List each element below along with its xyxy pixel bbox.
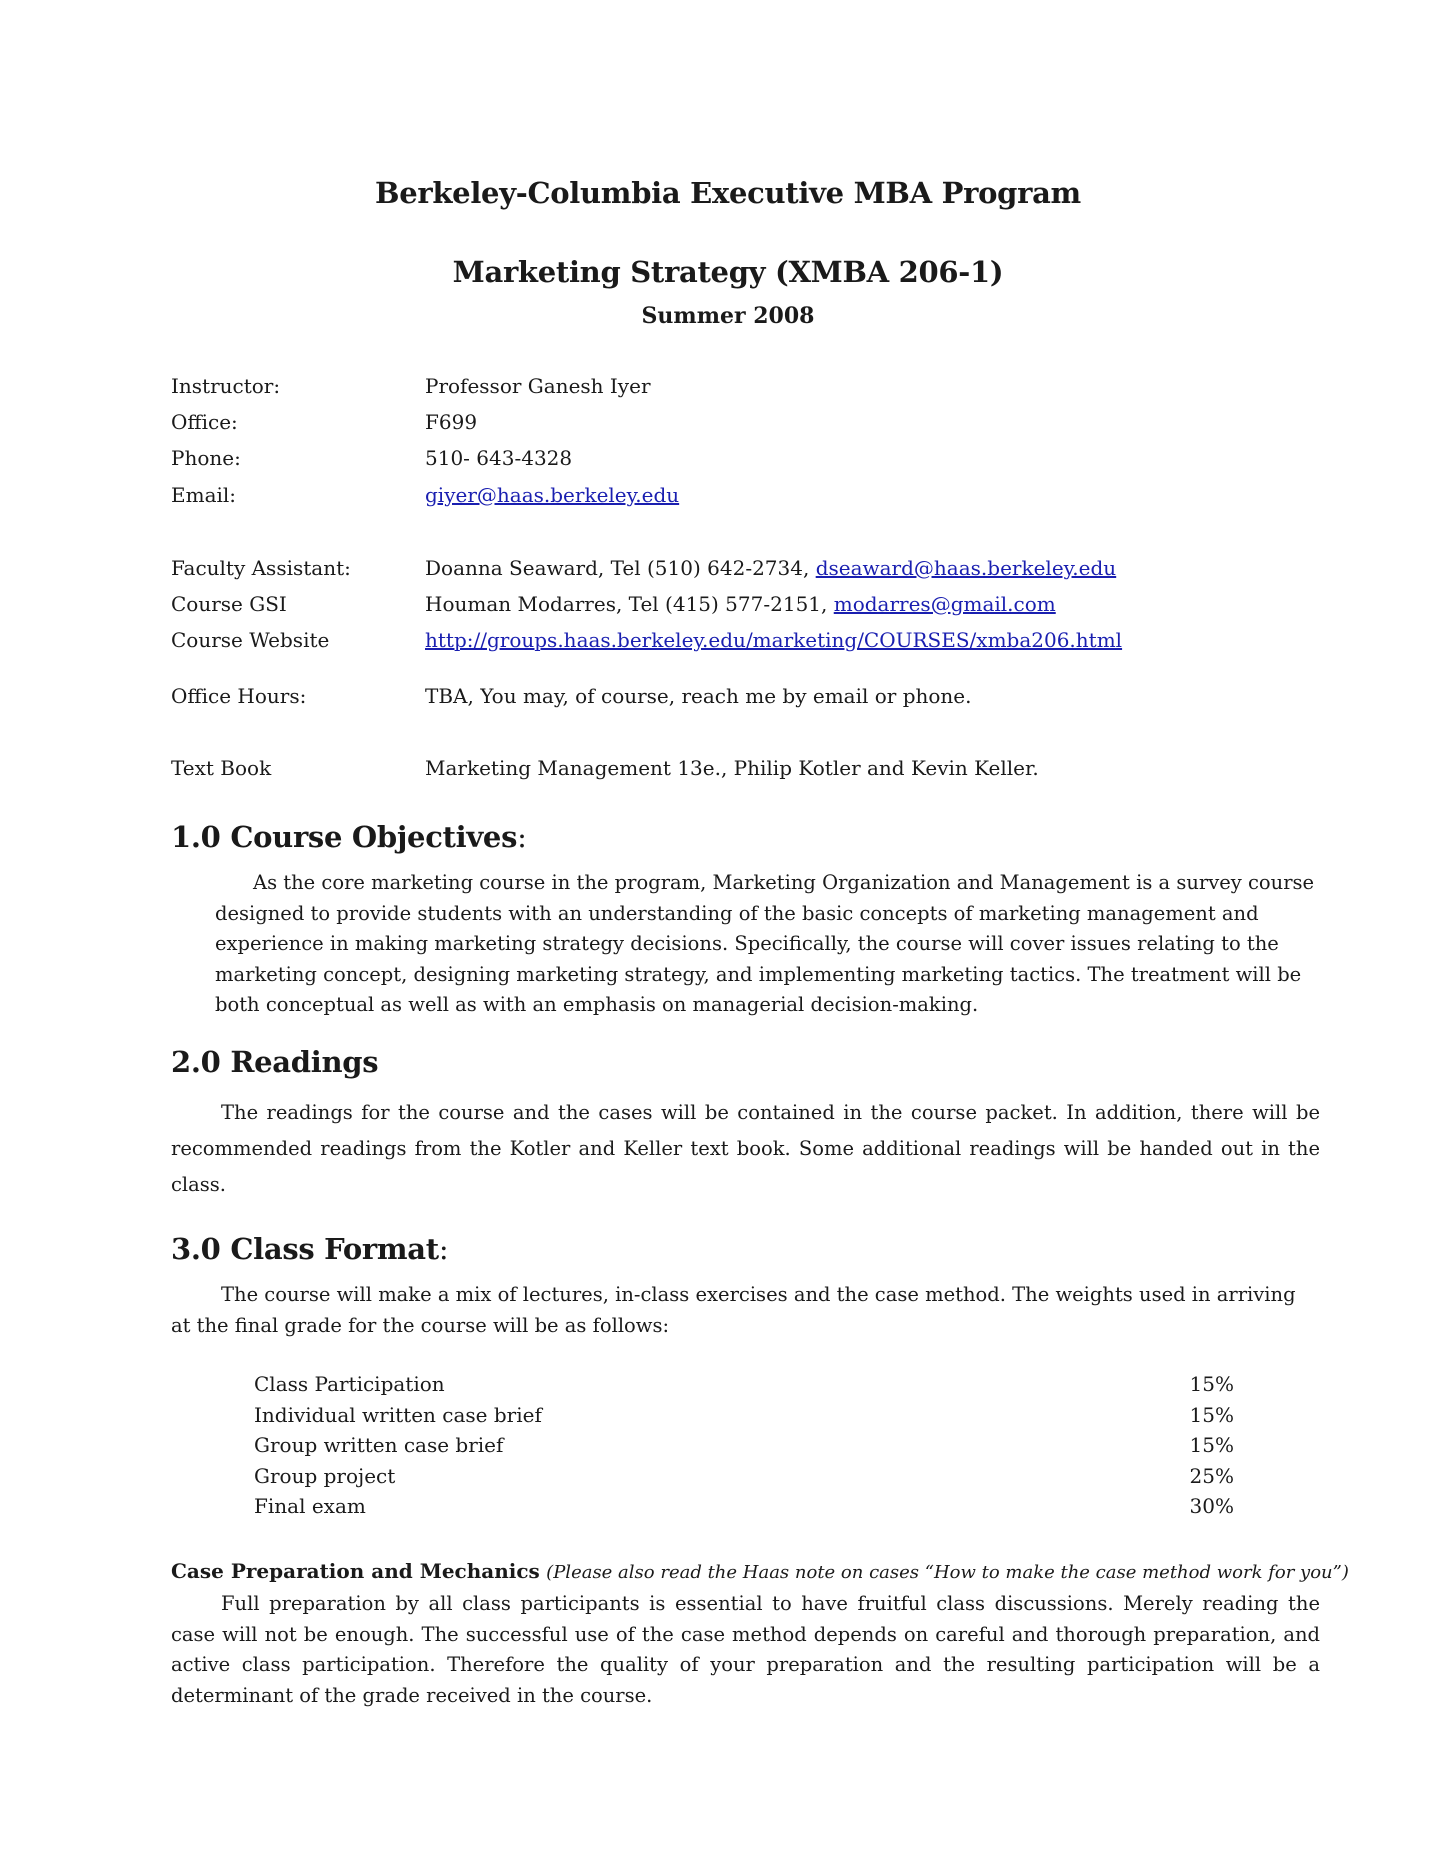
phone-label: Phone: <box>171 446 241 470</box>
case-prep-paragraph <box>171 1589 1320 1711</box>
class-format-body: The course will make a mix of lectures, in-class exercises and the case method. The weights used in arriving at the final grade for the course will be as follows: <box>171 1283 1296 1337</box>
class-format-heading-colon: : <box>438 1232 449 1266</box>
instructor-email-link[interactable]: giyer@haas.berkeley.edu <box>425 483 680 507</box>
office-value: F699 <box>425 410 478 434</box>
gsi-email-link[interactable]: modarres@gmail.com <box>833 592 1056 616</box>
term-title: Summer 2008 <box>641 303 815 329</box>
objectives-paragraph <box>215 868 1320 1021</box>
faculty-assistant-text: Doanna Seaward, Tel (510) 642-2734, <box>425 556 816 580</box>
weight-name: Final exam <box>254 1494 366 1518</box>
instructor-label: Instructor: <box>171 374 281 398</box>
office-hours-value: TBA, You may, of course, reach me by email or phone. <box>425 684 972 708</box>
textbook-label: Text Book <box>171 756 272 780</box>
program-title: Berkeley-Columbia Executive MBA Program <box>375 176 1081 210</box>
office-label: Office: <box>171 410 238 434</box>
class-format-heading-text: 3.0 Class Format <box>171 1232 439 1266</box>
readings-heading: 2.0 Readings <box>171 1045 379 1079</box>
weight-value: 15% <box>1189 1433 1234 1457</box>
case-prep-note: (Please also read the Haas note on cases “How to make the case method work for you”) <box>546 1562 1349 1583</box>
objectives-heading-text: 1.0 Course Objectives <box>171 820 518 854</box>
weight-value: 15% <box>1189 1372 1234 1396</box>
weight-name: Class Participation <box>254 1372 445 1396</box>
readings-paragraph <box>171 1095 1320 1203</box>
weight-value: 30% <box>1189 1494 1234 1518</box>
weight-value: 15% <box>1189 1402 1234 1427</box>
objectives-heading-colon: : <box>517 820 527 854</box>
case-prep-body: Full preparation by all class participants is essential to have fruitful class discussions. Merely reading the case will not be enough. The successful use of the case method depends on careful and thorough preparation, and active class participation. Therefore the quality of your preparation and the resulting participation will be a determinant of the grade received in the course. <box>171 1592 1320 1707</box>
case-prep-heading <box>171 1559 1349 1583</box>
course-website-link[interactable]: http://groups.haas.berkeley.edu/marketing/COURSES/xmba206.html <box>425 628 1123 652</box>
case-prep-title: Case Preparation and Mechanics <box>171 1559 540 1583</box>
faculty-assistant-email-link[interactable]: dseaward@haas.berkeley.edu <box>815 556 1117 580</box>
objectives-heading <box>171 820 527 854</box>
readings-body: The readings for the course and the cases will be contained in the course packet. In addition, there will be recommended readings from the Kotler and Keller text book. Some additional readings will be handed out in the class. <box>171 1101 1320 1196</box>
email-label: Email: <box>171 483 237 507</box>
textbook-value: Marketing Management 13e., Philip Kotler and Kevin Keller. <box>425 756 1039 780</box>
website-label: Course Website <box>171 628 330 652</box>
instructor-value: Professor Ganesh Iyer <box>425 374 651 398</box>
weight-row <box>254 1433 1234 1464</box>
faculty-assistant-label: Faculty Assistant: <box>171 556 351 580</box>
phone-value: 510- 643-4328 <box>425 446 573 470</box>
weight-name: Group written case brief <box>254 1433 504 1457</box>
weight-name: Individual written case brief <box>254 1402 542 1427</box>
gsi-label: Course GSI <box>171 592 287 616</box>
weight-value: 25% <box>1189 1463 1234 1488</box>
grade-weights-table <box>254 1372 1234 1525</box>
office-hours-label: Office Hours: <box>171 684 307 708</box>
weight-name: Group project <box>254 1463 396 1488</box>
class-format-paragraph <box>171 1280 1320 1341</box>
gsi-text: Houman Modarres, Tel (415) 577-2151, <box>425 592 834 616</box>
weight-row <box>254 1403 1234 1434</box>
course-title: Marketing Strategy (XMBA 206-1) <box>452 255 1004 289</box>
weight-row <box>254 1464 1234 1495</box>
objectives-body: As the core marketing course in the program, Marketing Organization and Management is a survey course designed to provide students with an understanding of the basic concepts of marketing management and experience in making marketing strategy decisions. Specifically, the course will cover issues relating to the marketing concept, designing marketing strategy, and implementing marketing tactics. The treatment will be both conceptual as well as with an emphasis on managerial decision-making. <box>215 871 1315 1016</box>
class-format-heading <box>171 1232 448 1266</box>
weight-row <box>254 1494 1234 1525</box>
weight-row <box>254 1372 1234 1403</box>
